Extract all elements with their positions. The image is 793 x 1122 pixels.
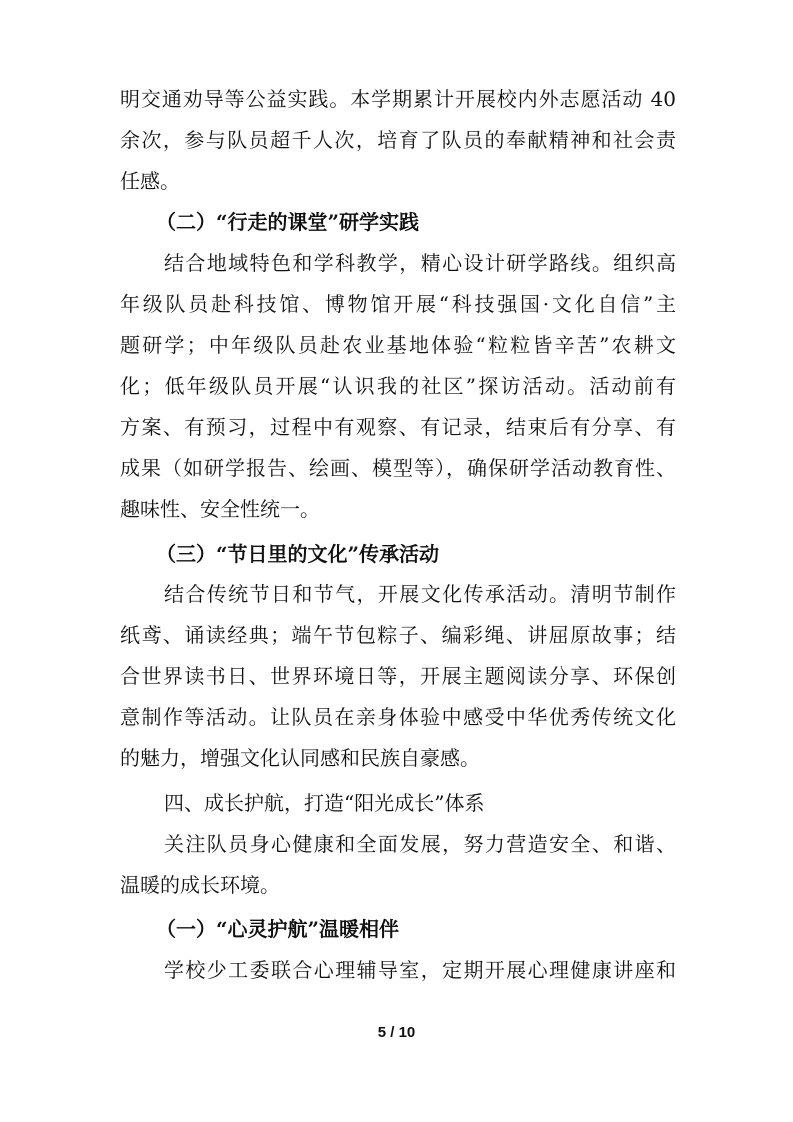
subsection-heading: （三）“节日里的文化”传承活动: [156, 542, 440, 566]
body-line: 任感。: [120, 169, 180, 193]
body-line: 温暖的成长环境。: [120, 873, 280, 897]
body-line: 方案、有预习，过程中有观察、有记录，结束后有分享、有: [120, 415, 676, 439]
body-line: 学校少工委联合心理辅导室，定期开展心理健康讲座和: [164, 958, 676, 982]
body-line: 余次，参与队员超千人次，培育了队员的奉献精神和社会责: [120, 128, 676, 152]
body-line: 结合地域特色和学科教学，精心设计研学路线。组织高: [164, 251, 676, 275]
subsection-heading: （一）“心灵护航”温暖相伴: [156, 917, 400, 941]
section-heading: 四、成长护航，打造“阳光成长”体系: [164, 791, 485, 815]
page-number: 5 / 10: [377, 1024, 416, 1041]
body-line: 化；低年级队员开展“认识我的社区”探访活动。活动前有: [120, 374, 676, 398]
body-line: 年级队员赴科技馆、博物馆开展“科技强国·文化自信”主: [120, 292, 676, 316]
body-line: 明交通劝导等公益实践。本学期累计开展校内外志愿活动 40: [120, 87, 676, 111]
body-line: 趣味性、安全性统一。: [120, 497, 320, 521]
subsection-heading: （二）“行走的课堂”研学实践: [156, 210, 420, 234]
body-line: 关注队员身心健康和全面发展，努力营造安全、和谐、: [164, 832, 676, 856]
body-line: 纸鸢、诵读经典；端午节包粽子、编彩绳、讲屈原故事；结: [120, 623, 676, 647]
body-line: 的魅力，增强文化认同感和民族自豪感。: [120, 746, 480, 770]
body-line: 意制作等活动。让队员在亲身体验中感受中华优秀传统文化: [120, 705, 676, 729]
body-line: 成果（如研学报告、绘画、模型等），确保研学活动教育性、: [120, 456, 676, 480]
body-line: 合世界读书日、世界环境日等，开展主题阅读分享、环保创: [120, 664, 676, 688]
body-line: 结合传统节日和节气，开展文化传承活动。清明节制作: [164, 582, 676, 606]
body-line: 题研学；中年级队员赴农业基地体验“粒粒皆辛苦”农耕文: [120, 333, 676, 357]
